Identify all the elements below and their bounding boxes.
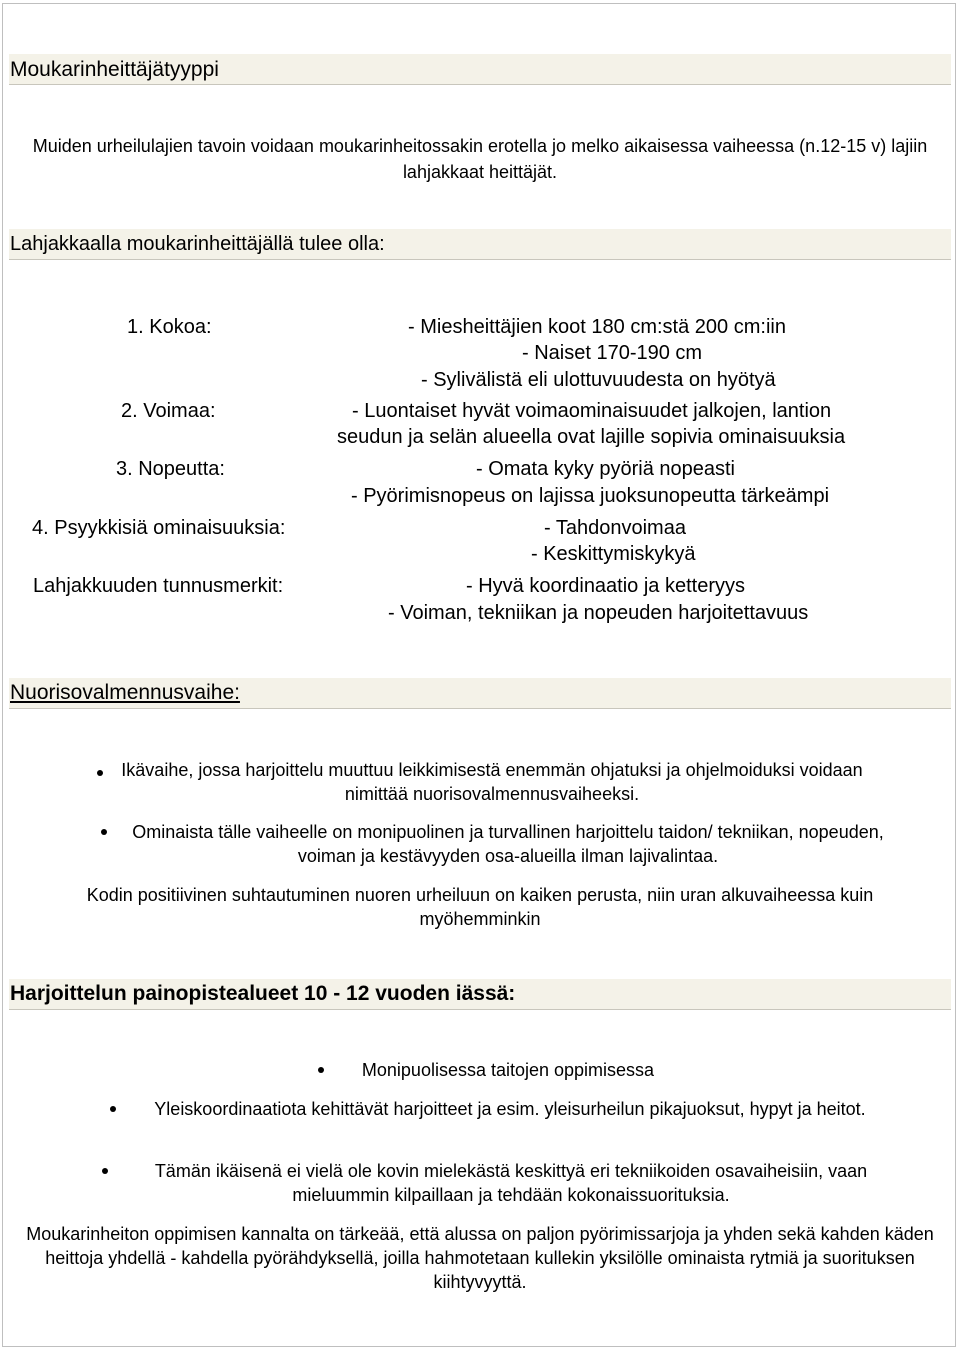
document-page	[2, 3, 956, 1347]
intro-paragraph: Muiden urheilulajien tavoin voidaan moukarinheitossakin erotella jo melko aikaisessa vaiheessa (n.12-15 v) lajiin lahjakkaat heittäjät.	[32, 136, 928, 182]
focus-bullet: Yleiskoordinaatiota kehittävät harjoitteet ja esim. yleisurheilun pikajuoksut, hypyt ja heitot.	[154, 1099, 866, 1119]
talent-label-size: 1. Kokoa:	[127, 316, 212, 338]
talent-line: - Pyörimisnopeus on lajissa juoksunopeutta tärkeämpi	[351, 485, 830, 507]
talent-line: - Miesheittäjien koot 180 cm:stä 200 cm:iin	[408, 316, 786, 338]
youth-bullet: Ikävaihe, jossa harjoittelu muuttuu leikkimisestä enemmän ohjatuksi ja ohjelmoiduksi voidaan nimittää nuorisovalmennusvaiheeksi.	[121, 760, 863, 804]
bullet-icon	[318, 1067, 324, 1073]
bullet-icon	[97, 770, 103, 776]
talent-line: seudun ja selän alueella ovat lajille sopivia ominaisuuksia	[337, 426, 846, 448]
youth-heading: Nuorisovalmennusvaihe:	[10, 681, 240, 704]
talent-line: - Tahdonvoimaa	[544, 517, 686, 539]
talent-line: - Omata kyky pyöriä nopeasti	[476, 458, 735, 480]
talent-line: - Sylivälistä eli ulottuvuudesta on hyötyä	[421, 369, 776, 391]
bullet-icon	[102, 1168, 108, 1174]
talent-heading: Lahjakkaalla moukarinheittäjällä tulee olla:	[10, 233, 385, 255]
talent-line: - Voiman, tekniikan ja nopeuden harjoitettavuus	[388, 602, 809, 624]
talent-label-speed: 3. Nopeutta:	[116, 458, 225, 480]
youth-note: Kodin positiivinen suhtautuminen nuoren urheiluun on kaiken perusta, niin uran alkuvaiheessa kuin myöhemminkin	[86, 885, 874, 929]
focus-bullet: Tämän ikäisenä ei vielä ole kovin mielekästä keskittyä eri tekniikoiden osavaiheisiin, vaan mieluummin kilpaillaan ja tehdään kokonaissuorituksia.	[154, 1161, 868, 1205]
focus-bullet: Monipuolisessa taitojen oppimisessa	[361, 1060, 655, 1080]
youth-bullet: Ominaista tälle vaiheelle on monipuolinen ja turvallinen harjoittelu taidon/ tekniikan, nopeuden, voiman ja kestävyyden osa-alueilla ilman lajivalintaa.	[132, 822, 884, 866]
talent-label-strength: 2. Voimaa:	[121, 400, 216, 422]
talent-line: - Naiset 170-190 cm	[522, 342, 703, 364]
talent-line: - Luontaiset hyvät voimaominaisuudet jalkojen, lantion	[352, 400, 832, 422]
talent-label-signs: Lahjakkuuden tunnusmerkit:	[33, 575, 284, 597]
page-title: Moukarinheittäjätyyppi	[10, 58, 219, 81]
bullet-icon	[110, 1106, 116, 1112]
talent-line: - Hyvä koordinaatio ja ketteryys	[466, 575, 746, 597]
talent-label-mental: 4. Psyykkisiä ominaisuuksia:	[32, 517, 286, 539]
focus-note: Moukarinheiton oppimisen kannalta on tärkeää, että alussa on paljon pyörimissarjoja ja yhden sekä kahden käden heittoja yhdellä - kahdella pyörähdyksellä, joilla hahmotetaan kullekin yksilölle ominaista rytmiä ja suorituksen kiihtyvyyttä.	[26, 1224, 934, 1292]
bullet-icon	[101, 829, 107, 835]
talent-line: - Keskittymiskykyä	[531, 543, 696, 565]
focus-heading: Harjoittelun painopistealueet 10 - 12 vuoden iässä:	[10, 982, 516, 1005]
